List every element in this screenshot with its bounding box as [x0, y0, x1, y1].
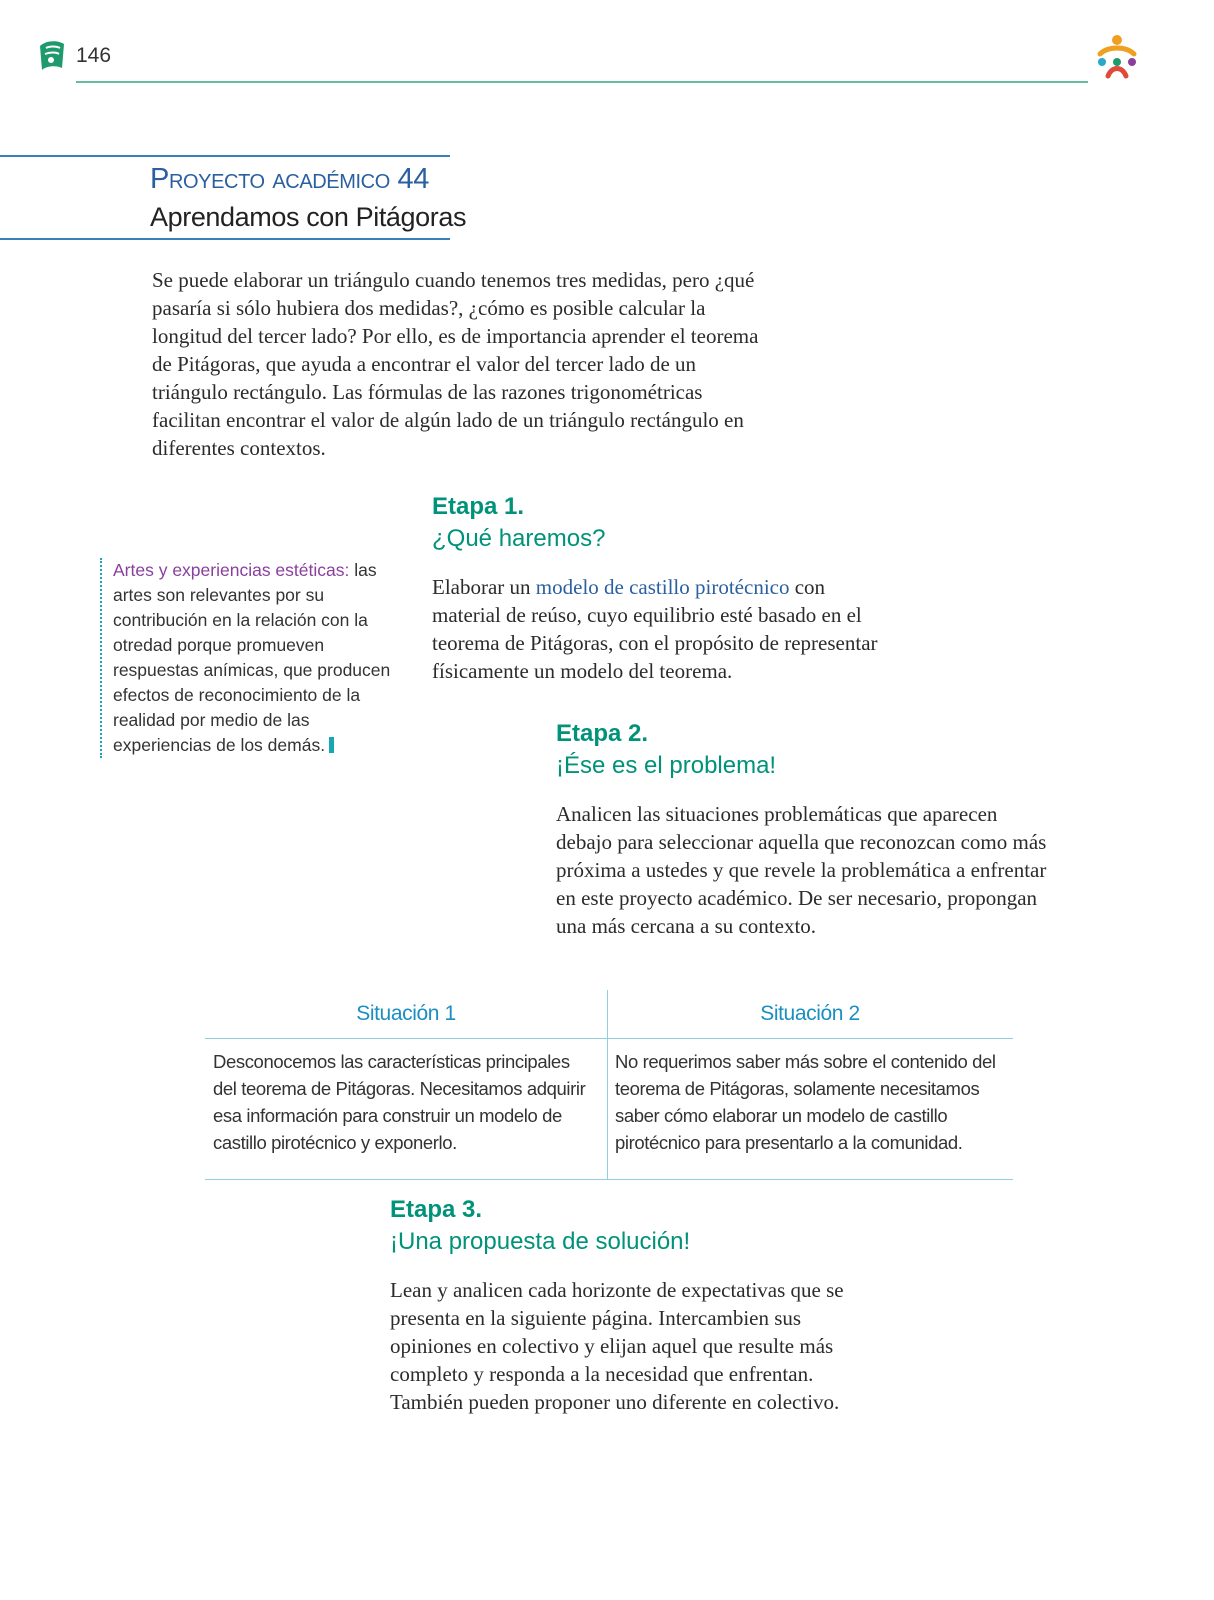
stage-3-subheading: ¡Una propuesta de solución!	[390, 1228, 691, 1255]
stage-1-subheading: ¿Qué haremos?	[432, 525, 606, 552]
table-header-divider	[205, 1038, 1013, 1039]
stage-1-body-text-end: con material de reúso, cuyo equilibrio esté basado en el teorema de Pitágoras, con el propósito de representar físicamente un modelo del teorema.	[432, 575, 878, 683]
stage-1-highlight: modelo de castillo pirotécnico	[535, 575, 790, 599]
table-column-divider	[607, 990, 608, 1180]
title-rule-top	[0, 155, 450, 157]
sidebar-note	[100, 558, 403, 758]
end-mark-icon	[329, 737, 334, 753]
stage-1-heading: Etapa 1.	[432, 493, 525, 520]
stage-2-heading: Etapa 2.	[556, 720, 649, 747]
situation-2-text: No requerimos saber más sobre el contenido del teorema de Pitágoras, solamente necesitamos saber cómo elaborar un modelo de castillo pirotécnico para presentarlo a la comunidad.	[615, 1051, 996, 1153]
book-leaf-icon	[36, 38, 68, 72]
stage-1-body-text: Elaborar un	[432, 575, 536, 599]
situation-1-title: Situación 1	[356, 1002, 456, 1025]
stage-2	[556, 718, 1056, 940]
stage-1-body	[432, 573, 892, 685]
stage-1	[432, 491, 892, 685]
stage-3	[390, 1194, 870, 1416]
sidebar-text: las artes son relevantes por su contribución en la relación con la otredad porque promueven respuestas anímicas, que producen efectos de reconocimiento de la realidad por medio de las experiencias de los demás.	[113, 560, 391, 755]
situation-1-text: Desconocemos las características principales del teorema de Pitágoras. Necesitamos adquirir esa información para construir un modelo de castillo pirotécnico y exponerlo.	[213, 1051, 586, 1153]
intro-paragraph: Se puede elaborar un triángulo cuando tenemos tres medidas, pero ¿qué pasaría si sólo hubiera dos medidas?, ¿cómo es posible calcular la longitud del tercer lado? Por ello, es de importancia aprender el teorema de Pitágoras, que ayuda a encontrar el valor del tercer lado de un triángulo rectángulo. Las fórmulas de las razones trigonométricas facilitan encontrar el valor de algún lado de un triángulo rectángulo en diferentes contextos.	[152, 268, 759, 460]
stage-3-body: Lean y analicen cada horizonte de expectativas que se presenta en la siguiente página. Intercambien sus opiniones en colectivo y elijan aquel que resulte más completo y responda a la necesidad que enfrentan. También pueden proponer uno diferente en colectivo.	[390, 1278, 844, 1414]
table-bottom-divider	[205, 1179, 1013, 1180]
header-divider	[76, 81, 1088, 83]
stage-2-body: Analicen las situaciones problemáticas que aparecen debajo para seleccionar aquella que reconozcan como más próxima a ustedes y que revele la problemática a enfrentar en este proyecto académico. De ser necesario, propongan una más cercana a su contexto.	[556, 802, 1047, 938]
stage-3-heading: Etapa 3.	[390, 1196, 483, 1223]
page-number: 146	[76, 44, 112, 67]
project-subtitle: Aprendamos con Pitágoras	[150, 202, 467, 232]
community-logo-icon	[1090, 32, 1144, 86]
title-rule-bottom	[0, 238, 450, 240]
situation-2-title: Situación 2	[760, 1002, 860, 1025]
stage-2-subheading: ¡Ése es el problema!	[556, 752, 777, 779]
sidebar-term: Artes y experiencias estéticas:	[113, 560, 350, 580]
project-title: Proyecto académico 44	[150, 163, 429, 195]
